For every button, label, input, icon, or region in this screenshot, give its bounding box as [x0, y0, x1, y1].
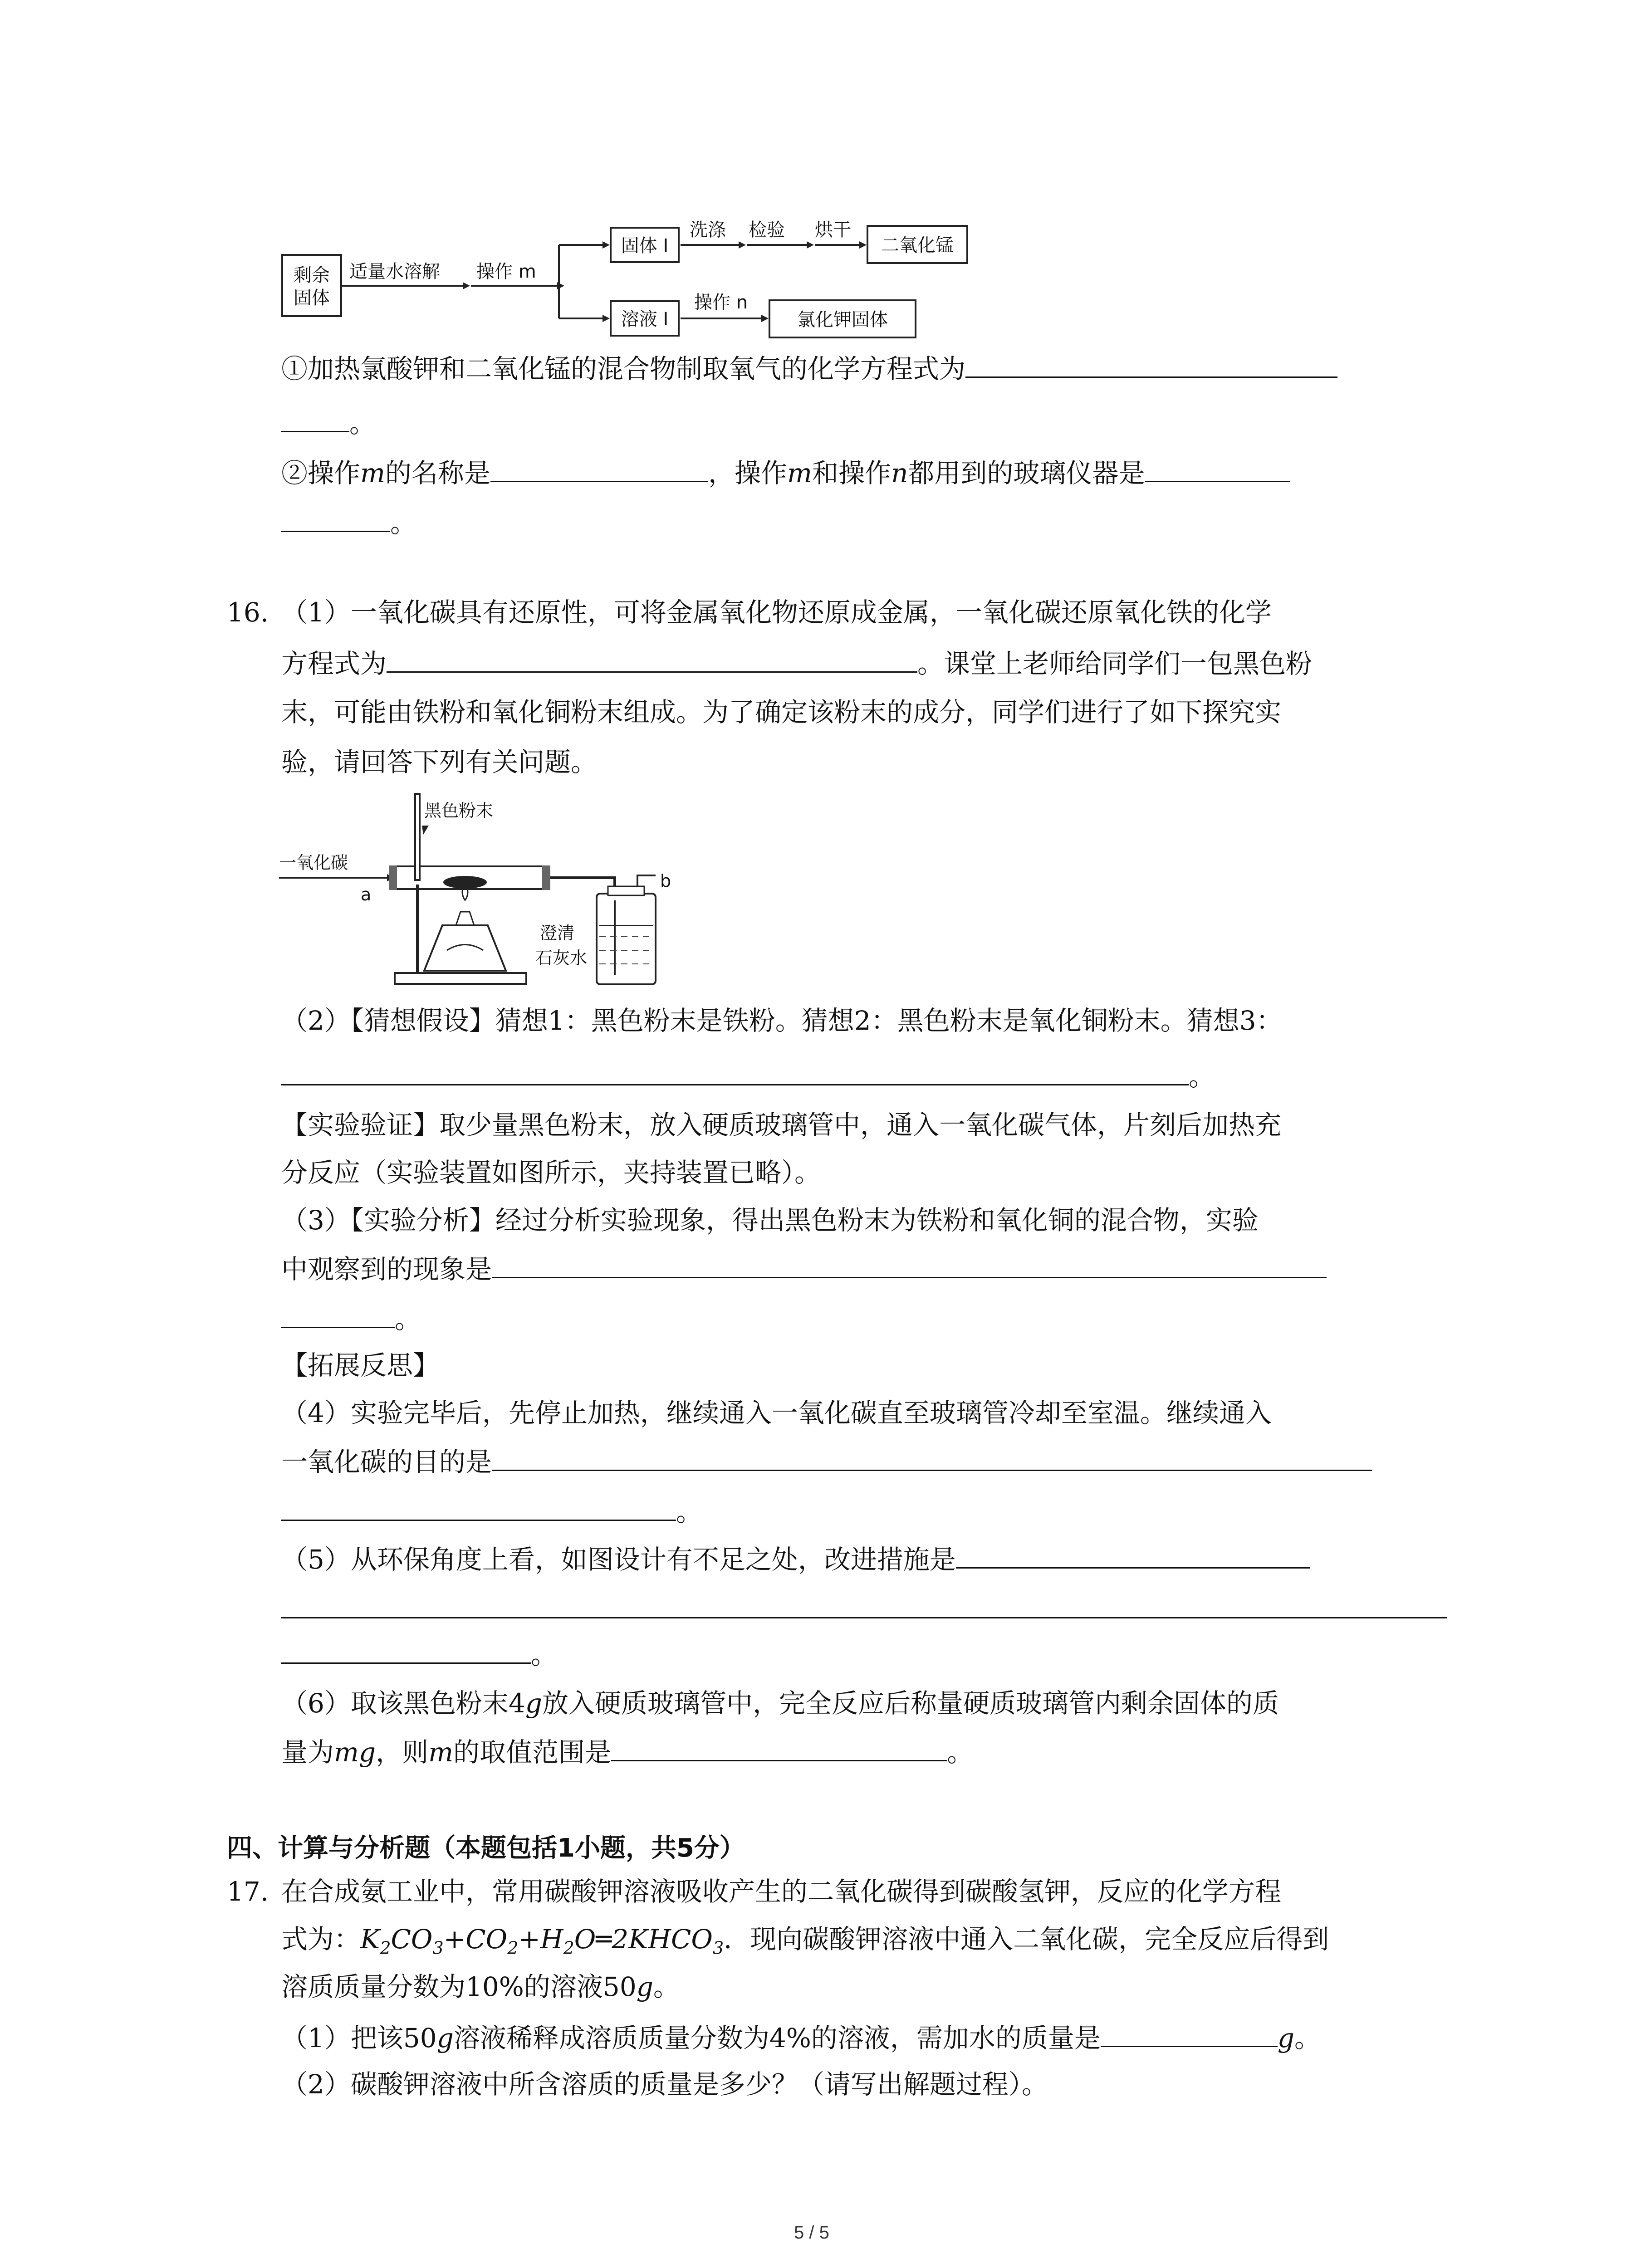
text: 溶液稀释成溶质质量分数为4%的溶液，需加水的质量是: [453, 2023, 1101, 2053]
unit-g: g: [1277, 2023, 1295, 2053]
q16-line4: 验，请回答下列有关问题。: [281, 747, 598, 777]
q15-line4: [281, 503, 416, 541]
text: ．现向碳酸钾溶液中通入二氧化碳，完全反应后得到: [724, 1924, 1329, 1955]
answer-blank[interactable]: [281, 1057, 1189, 1085]
q16-line3: 末，可能由铁粉和氧化铜粉末组成。为了确定该粉末的成分，同学们进行了如下探究实: [281, 697, 1282, 728]
q17-line4: [281, 2019, 1321, 2056]
var-m: m: [428, 1737, 454, 1768]
q16-line18: [281, 1635, 557, 1673]
unit-g: g: [636, 1971, 653, 2002]
q16-line5: （2）【猜想假设】猜想1：黑色粉末是铁粉。猜想2：黑色粉末是氧化铜粉末。猜想3：: [281, 1005, 1283, 1036]
q16-line14: [281, 1442, 1372, 1480]
text: ，操作: [708, 458, 788, 489]
answer-blank[interactable]: [956, 1540, 1310, 1569]
var-m: m: [360, 458, 386, 489]
answer-blank[interactable]: [492, 1442, 1372, 1471]
text: 都用到的玻璃仪器是: [908, 458, 1145, 489]
answer-blank[interactable]: [1101, 2019, 1278, 2047]
text: 。课堂上老师给同学们一包黑色粉: [917, 648, 1313, 679]
punct: 。: [349, 408, 376, 439]
text: 和操作: [812, 458, 892, 489]
text: 的名称是: [385, 458, 491, 489]
text: ②操作: [281, 458, 361, 489]
text: 量为: [281, 1737, 334, 1768]
q16-line6: [281, 1057, 1215, 1095]
text: 溶质质量分数为10%的溶液50: [281, 1971, 637, 2002]
text: （6）取该黑色粉末4: [281, 1688, 525, 1719]
punct: 。: [676, 1496, 703, 1527]
alcohol-lamp: [424, 925, 506, 971]
flow-op-m-label: 操作 m: [476, 261, 536, 282]
label-b: b: [660, 871, 671, 891]
text: ，则: [376, 1737, 429, 1768]
label-black-powder: 黑色粉末: [424, 801, 494, 821]
q15-p1-text: ①加热氯酸钾和二氧化锰的混合物制取氧气的化学方程式为: [281, 353, 966, 384]
q17-line3: [281, 1969, 680, 2005]
text: 中观察到的现象是: [281, 1254, 492, 1285]
flow-wash: 洗涤: [690, 220, 726, 240]
black-powder: [443, 876, 487, 889]
q17-line2: [281, 1921, 1329, 1966]
q16-line16: [281, 1540, 1310, 1578]
q16-line10: [281, 1250, 1327, 1287]
punct: 。: [653, 1971, 680, 2002]
q17-number: 17.: [227, 1876, 269, 1907]
q16-line1: （1）一氧化碳具有还原性，可将金属氧化物还原成金属，一氧化碳还原氧化铁的化学: [281, 597, 1272, 628]
q16-line12: 【拓展反思】: [281, 1350, 440, 1381]
answer-blank[interactable]: [490, 454, 708, 482]
answer-blank[interactable]: [1145, 454, 1290, 482]
label-limewater-2: 石灰水: [535, 948, 588, 968]
q16-line2: [281, 644, 1312, 682]
q15-line2: [281, 404, 376, 441]
q16-line15: [281, 1492, 702, 1530]
punct: 。: [390, 508, 417, 538]
answer-blank[interactable]: [281, 1590, 1447, 1618]
q16-line20: [281, 1733, 973, 1770]
punct: 。: [531, 1639, 558, 1670]
q16-line9: （3）【实验分析】经过分析实验现象，得出黑色粉末为铁粉和氧化铜的混合物，实验: [281, 1205, 1259, 1236]
answer-blank[interactable]: [387, 644, 917, 673]
q16-line8: 分反应（实验装置如图所示，夹持装置已略）。: [281, 1157, 821, 1188]
flow-mno2: 二氧化锰: [881, 235, 954, 256]
answer-blank[interactable]: [281, 503, 390, 532]
q16-line13: （4）实验完毕后，先停止加热，继续通入一氧化碳直至玻璃管冷却至室温。继续通入: [281, 1398, 1272, 1428]
flow-op-n-label: 操作 n: [694, 292, 748, 313]
flow-dry: 烘干: [815, 220, 851, 240]
answer-blank[interactable]: [281, 1300, 395, 1328]
text: （5）从环保角度上看，如图设计有不足之处，改进措施是: [281, 1544, 956, 1575]
separation-flow-diagram: [281, 213, 985, 345]
q16-line19: [281, 1685, 1279, 1721]
q17-line1: 在合成氨工业中，常用碳酸钾溶液吸收产生的二氧化碳得到碳酸氢钾，反应的化学方程: [281, 1876, 1282, 1907]
flow-kcl: 氯化钾固体: [797, 309, 888, 330]
var-m: m: [787, 458, 813, 489]
text: 放入硬质玻璃管中，完全反应后称量硬质玻璃管内剩余固体的质: [542, 1688, 1279, 1719]
text: 的取值范围是: [453, 1737, 612, 1768]
q17-line5: （2）碳酸钾溶液中所含溶质的质量是多少？（请写出解题过程）。: [281, 2069, 1048, 2100]
q16-line11: [281, 1300, 421, 1337]
page-number: 5 / 5: [794, 2223, 829, 2243]
text: （1）把该50: [281, 2023, 437, 2053]
answer-blank[interactable]: [281, 1492, 676, 1521]
flow-residue-2: 固体: [294, 288, 330, 308]
answer-blank[interactable]: [281, 404, 349, 432]
flow-solid1: 固体 I: [621, 235, 669, 256]
flow-solution1: 溶液 I: [621, 309, 669, 330]
text: 方程式为: [281, 648, 387, 679]
gas-washing-bottle: [597, 894, 656, 984]
q15-line1: [281, 349, 1337, 387]
text: 式为：: [281, 1924, 361, 1955]
punct: 。: [1189, 1061, 1215, 1092]
label-co: 一氧化碳: [279, 853, 348, 873]
flow-dissolve-label: 适量水溶解: [349, 261, 440, 282]
q16-number: 16.: [227, 597, 269, 628]
flow-test: 检验: [749, 220, 785, 240]
answer-blank[interactable]: [611, 1733, 947, 1761]
unit-g: g: [436, 2023, 454, 2053]
var-n: n: [891, 458, 908, 489]
label-a: a: [361, 885, 372, 904]
q15-line3: [281, 454, 1290, 491]
unit-g: g: [525, 1688, 542, 1719]
q16-line17: [281, 1590, 1447, 1628]
answer-blank[interactable]: [492, 1250, 1327, 1278]
answer-blank[interactable]: [965, 349, 1337, 378]
var-mg: mg: [334, 1737, 376, 1768]
co-reduction-apparatus-figure: [279, 789, 733, 998]
section-heading: 四、计算与分析题（本题包括1小题，共5分）: [227, 1833, 745, 1863]
answer-blank[interactable]: [281, 1635, 531, 1664]
chemical-equation: $K_2CO_3+CO_2+H_2O═2KHCO_3$: [360, 1924, 724, 1958]
label-limewater-1: 澄清: [540, 923, 575, 943]
punct: 。: [1294, 2023, 1321, 2053]
flow-residue-1: 剩余: [294, 265, 330, 286]
punct: 。: [947, 1737, 974, 1768]
stand-base: [395, 973, 526, 984]
punct: 。: [395, 1304, 421, 1334]
q16-line7: 【实验验证】取少量黑色粉末，放入硬质玻璃管中，通入一氧化碳气体，片刻后加热充: [281, 1110, 1282, 1140]
text: 一氧化碳的目的是: [281, 1447, 492, 1477]
